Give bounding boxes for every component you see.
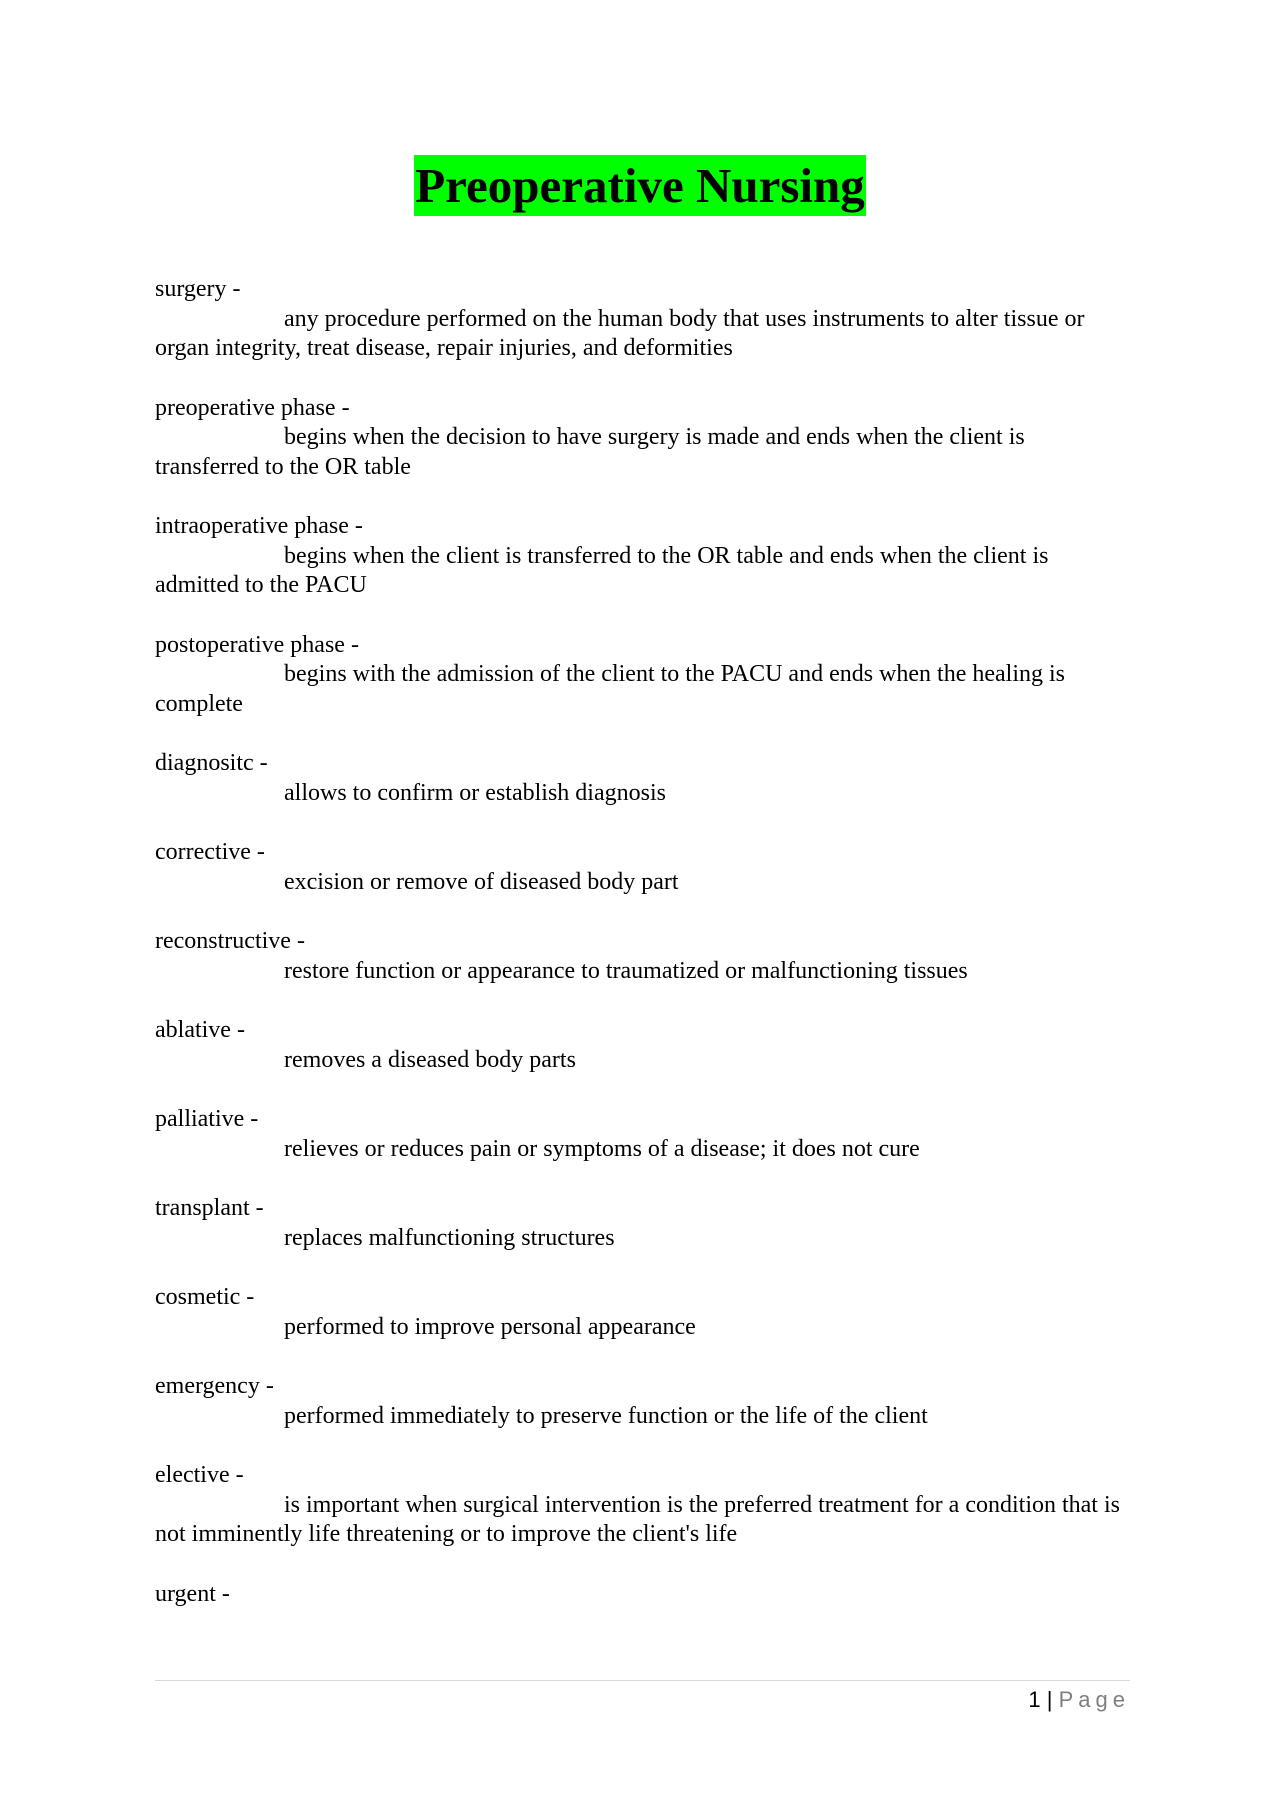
entry-term: cosmetic - [155, 1284, 255, 1310]
definition-entry [155, 512, 1130, 601]
definition-entry [155, 1372, 1130, 1431]
definition-entry [155, 1580, 1130, 1610]
entry-definition: begins with the admission of the client to the PACU and ends when the healing is complete [155, 661, 1066, 717]
entry-term: postoperative phase - [155, 631, 359, 658]
entry-term: intraoperative phase - [155, 513, 363, 539]
definition-entry [155, 1194, 1130, 1253]
entry-definition: excision or remove of diseased body part [284, 868, 679, 895]
entry-definition: restore function or appearance to traumatized or malfunctioning tissues [284, 957, 968, 984]
entry-definition: performed immediately to preserve function or the life of the client [284, 1402, 928, 1429]
entry-term: reconstructive - [155, 928, 305, 954]
definition-entry [155, 1283, 1130, 1342]
definition-entry [155, 275, 1130, 364]
definition-entry [155, 838, 1130, 897]
entry-definition: removes a diseased body parts [284, 1046, 576, 1073]
entry-definition: begins when the decision to have surgery is made and ends when the client is transferred to the OR table [155, 424, 1025, 480]
page-separator: | [1046, 1687, 1053, 1712]
entry-term: preoperative phase - [155, 394, 350, 421]
definition-entry [155, 1105, 1130, 1164]
entry-term: urgent - [155, 1580, 230, 1607]
entry-term: palliative - [155, 1106, 259, 1132]
page-word: Page [1058, 1687, 1130, 1712]
title-container [0, 155, 1280, 216]
footer-divider [155, 1680, 1130, 1681]
definition-entry [155, 631, 1130, 720]
entry-term: emergency - [155, 1373, 274, 1399]
document-title: Preoperative Nursing [414, 155, 866, 216]
entry-term: surgery - [155, 276, 241, 302]
entry-definition: performed to improve personal appearance [284, 1313, 696, 1340]
definition-entry [155, 1461, 1130, 1550]
entry-term: diagnositc - [155, 750, 268, 776]
entry-definition: begins when the client is transferred to the OR table and ends when the client is admitted to the PACU [155, 542, 1049, 598]
entry-definition: allows to confirm or establish diagnosis [284, 779, 666, 806]
definition-entry [155, 1016, 1130, 1075]
definition-entry [155, 749, 1130, 808]
definition-list [155, 275, 1130, 1639]
page-number: 1 [1028, 1687, 1041, 1712]
entry-term: transplant - [155, 1195, 264, 1221]
entry-term: ablative - [155, 1017, 245, 1043]
entry-term: elective - [155, 1462, 244, 1488]
definition-entry [155, 394, 1130, 483]
definition-entry [155, 927, 1130, 986]
entry-definition: any procedure performed on the human body that uses instruments to alter tissue or organ integrity, treat disease, repair injuries, and deformities [155, 305, 1085, 361]
entry-definition: relieves or reduces pain or symptoms of a disease; it does not cure [284, 1135, 920, 1162]
page-number-footer [1028, 1685, 1130, 1715]
entry-term: corrective - [155, 839, 265, 865]
entry-definition: replaces malfunctioning structures [284, 1224, 615, 1251]
entry-definition: is important when surgical intervention is the preferred treatment for a condition that is not imminently life threatening or to improve the client's life [155, 1491, 1120, 1547]
